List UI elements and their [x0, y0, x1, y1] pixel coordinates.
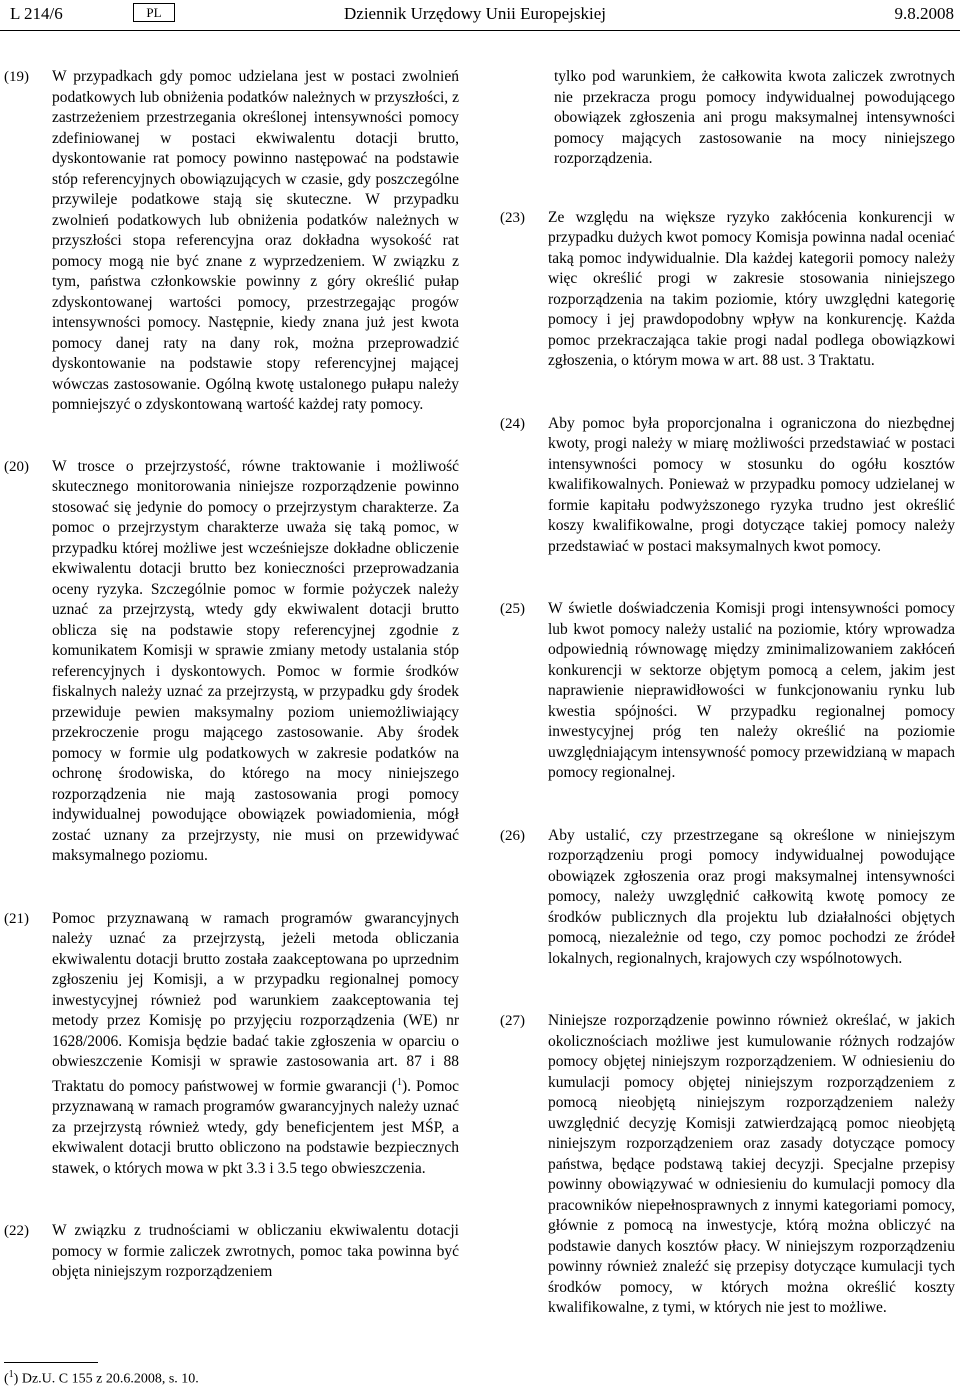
header-rule: [0, 30, 960, 31]
recital-22: [4, 1221, 459, 1283]
recital-number: (22): [4, 1223, 29, 1240]
recital-text: W związku z trudnościami w obliczaniu ekwiwalentu dotacji pomocy w formie zaliczek zwrotnych, pomoc taka powinna być objęta niniejszym rozporządzeniem: [52, 1222, 459, 1281]
recital-text: Ze względu na większe ryzyko zakłócenia konkurencji w przypadku dużych kwot pomocy Komisja powinna nadal oceniać taką pomoc indywidualnie. Dla każdej kategorii pomocy należy więc określić progi w zakresie stosowania niniejszego rozporządzenia na takim poziomie, który uwzględni kategorię pomocy i jej prawdopodobny wpływ na konkurencję. Każda pomoc przekraczająca takie progi nadal podlega obowiązkowi zgłoszenia, o którym mowa w art. 88 ust. 3 Traktatu.: [548, 208, 955, 369]
recital-text: [52, 909, 459, 1180]
page-header: [0, 0, 960, 36]
recital-text: Aby ustalić, czy przestrzegane są określone w niniejszym rozporządzeniu progi pomocy indywidualnej powodujące obowiązek zgłoszenia oraz progi maksymalnej intensywności pomocy, należy uwzględnić całkowitą kwotę pomocy ze środków publicznych dla projektu lub działalności objętych pomocą, niezależnie od tego, czy pomoc pochodzi ze źródeł lokalnych, regionalnych, krajowych czy wspólnotowych.: [548, 826, 955, 967]
recital-text: Aby pomoc była proporcjonalna i ograniczona do niezbędnej kwoty, progi należy w miarę możliwości przedstawiać w postaci intensywności pomocy w stosunku do ogółu kosztów kwalifikowalnych. Ponieważ w przypadku pomocy udzielanej w formie kapitału podwyższonego ryzyka trudno jest określić koszy kwalifikowalne, progi dotyczące takiej pomocy należy przedstawiać w postaci maksymalnych kwot pomocy.: [548, 414, 955, 555]
recital-text-part: ). Pomoc przyznawaną w ramach programów gwarancyjnych należy uznać za przejrzystą również wtedy, gdy beneficjentem jest MŚP, a ekwiwalent dotacji brutto obliczono na podstawie bezpiecznych stawek, o których mowa w pkt 3.3 i 3.5 tego obwieszczenia.: [52, 1077, 460, 1177]
right-column: [500, 67, 955, 1319]
recital-number: (27): [500, 1013, 525, 1029]
page-reference: L 214/6: [10, 4, 63, 23]
recital-27: [500, 1011, 955, 1319]
recital-text: W trosce o przejrzystość, równe traktowanie i możliwość skutecznego monitorowania niniejsze rozporządzenie powinno stosować się jedynie do pomocy o przejrzystym charakterze. Za pomoc o przejrzystym charakterze uważa się taką pomoc, w przypadku której możliwe jest wcześniejsze dokładne obliczenie ekwiwalentu dotacji brutto bez konieczności przeprowadzania oceny ryzyka. Szczególnie pomoc w formie pożyczek należy uznać za przejrzystą, wtedy gdy ekwiwalent dotacji brutto oblicza się na podstawie stopy referencyjnej zgodnie z komunikatem Komisji w sprawie zmiany metody ustalania stóp referencyjnych i dyskontowych. Pomoc w formie środków fiskalnych należy uznać za przejrzystą, w przypadku gdy środek przewiduje pewien maksymalny poziom uniemożliwiający przekroczenie progu mającego zastosowanie. Aby środek pomocy w formie ulg podatkowych w zakresie podatków na ochronę środowiska, do którego na mocy niniejszego rozporządzenia nie mają zastosowania progi pomocy indywidualnej powodujące obowiązek powiadomienia, mógł zostać uznany za przejrzysty, nie musi on przewidywać maksymalnego poziomu.: [52, 457, 459, 864]
recital-number: (21): [4, 910, 29, 927]
journal-title: Dziennik Urzędowy Unii Europejskiej: [344, 4, 607, 23]
footnote-text: ($^1$) Dz.U. C 155 z 20.6.2008, s. 10.: [4, 1369, 199, 1387]
recital-text: tylko pod warunkiem, że całkowita kwota zaliczek zwrotnych nie przekracza progu pomocy indywidualnej powodującego obowiązek zgłoszenia ani progu maksymalnej intensywności pomocy mających zastosowanie na mocy niniejszego rozporządzenia.: [554, 68, 955, 167]
footnote-mark: 1: [8, 1369, 14, 1380]
recital-number: (25): [500, 601, 525, 617]
recital-number: (20): [4, 458, 29, 475]
recital-text: W przypadkach gdy pomoc udzielana jest w postaci zwolnień podatkowych lub obniżenia podatków należnych w przyszłości, z zastrzeżeniem przestrzegania określonej intensywności pomocy zdefiniowanej w postaci ekwiwalentu dotacji brutto, dyskontowanie rat pomocy powinno następować na podstawie stóp referencyjnych obowiązujących w czasie, gdy poszczególne przywileje podatkowe stają się skuteczne. W przypadku zwolnień podatkowych lub obniżenia podatków należnych w przyszłości stopa referencyjna oraz dokładna wysokość rat pomocy mogą nie być znane z wyprzedzeniem. W związku z tym, państwa członkowskie powinny z góry określić pułap zdyskontowanej wartości pomocy, przestrzegając progów intensywności pomocy. Następnie, kiedy znana już jest kwota pomocy danej raty na dany rok, można przeprowadzić dyskontowanie na podstawie stopy referencyjnej mającej wówczas zastosowanie. Ogólną kwotę ustalonego pułapu należy pomniejszyć o zdyskontowaną wartość każdej raty pomocy.: [52, 68, 459, 413]
left-column: [4, 67, 459, 1283]
recital-26: [500, 826, 955, 970]
language-badge: PL: [133, 3, 175, 22]
recital-19: [4, 67, 459, 416]
recital-21: [4, 909, 459, 1180]
recital-number: (23): [500, 209, 525, 226]
footnote-reference[interactable]: 1: [396, 1076, 402, 1088]
recital-text: W świetle doświadczenia Komisji progi intensywności pomocy lub kwot pomocy należy ustalić na poziomie, który wprowadza odpowiednią równowagę między zminimalizowaniem zakłóceń konkurencji w sektorze objętym pomocą a celem, jakim jest naprawienie nieprawidłowości w funkcjonowaniu rynku lub kwestia spójności. W przypadku regionalnej pomocy inwestycyjnej próg ten należy określić na poziomie uwzględniającym intensywność pomocy przewidzianą w mapach pomocy regionalnej.: [548, 600, 955, 781]
recital-number: (19): [4, 69, 29, 85]
recital-number: (26): [500, 827, 525, 844]
footnote-rule: [4, 1362, 98, 1363]
footnote-citation: Dz.U. C 155 z 20.6.2008, s. 10.: [21, 1371, 199, 1387]
recital-23: [500, 208, 955, 372]
recital-22-continuation: [500, 67, 955, 170]
recital-20: [4, 457, 459, 867]
recital-text-part: Pomoc przyznawaną w ramach programów gwarancyjnych należy uznać za przejrzystą, jeżeli metoda obliczania ekwiwalentu dotacji brutto została zaakceptowana po uprzednim zgłoszeniu jej Komisji, a w przypadku regionalnej pomocy inwestycyjnej również pod warunkiem zaakceptowania tej metody przez Komisję po przyjęciu rozporządzenia (WE) nr 1628/2006. Komisja będzie badać takie zgłoszenia w oparciu o obwieszczenie Komisji w sprawie zastosowania art. 87 i 88 Traktatu do pomocy państwowej w formie gwarancji (: [52, 909, 459, 1095]
recital-number: (24): [500, 415, 525, 432]
recital-24: [500, 414, 955, 558]
publication-date: 9.8.2008: [894, 4, 954, 23]
footnote: [4, 1362, 474, 1388]
recital-text: Niniejsze rozporządzenie powinno również określać, w jakich okolicznościach możliwe jest kumulowanie różnych rodzajów pomocy objętej niniejszym rozporządzeniem. W odniesieniu do kumulacji pomocy objętej niniejszym rozporządzeniem z pomocą nieobjętą niniejszym rozporządzeniem należy uwzględnić decyzję Komisji zatwierdzającą pomoc nieobjętą niniejszym rozporządzeniem oraz zasady dotyczące pomocy państwa, będące podstawą takiej decyzji. Specjalne przepisy powinny obowiązywać w odniesieniu do kumulacji pomocy dla pracowników niepełnosprawnych z innymi kategoriami pomocy, głównie z pomocą na inwestycje, którą można obliczyć na podstawie danych kosztów płacy. W niniejszym rozporządzeniu powinny również znaleźć się przepisy dotyczące kumulacji tych środków pomocy, w których można określić koszty kwalifikowalne, z tymi, w których nie jest to możliwe.: [548, 1012, 955, 1316]
recital-25: [500, 599, 955, 784]
